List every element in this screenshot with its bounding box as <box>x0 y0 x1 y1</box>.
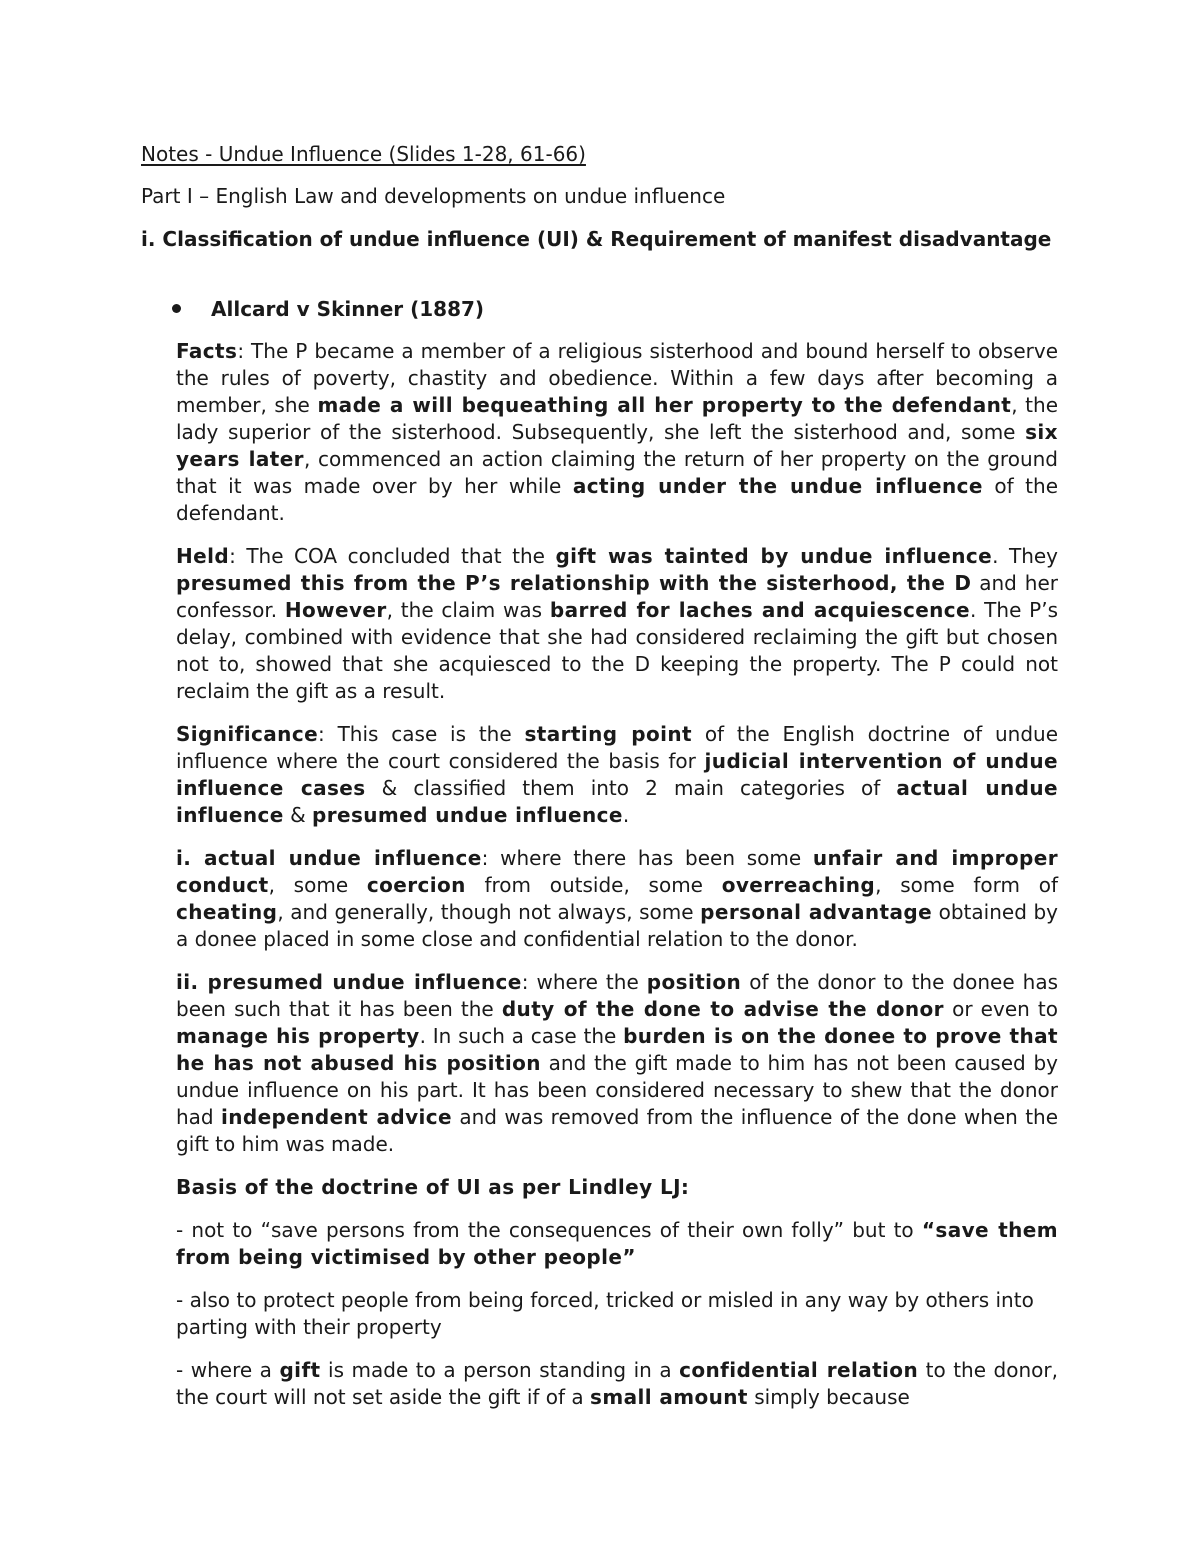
presumed-label: ii. presumed undue influence <box>176 970 522 994</box>
presumed-undue-influence-paragraph: ii. presumed undue influence: where the position of the donor to the donee has been such that it has been the duty of the done to advise the donor or even to manage his property. In such a case the burden is on the donee to prove that he has not abused his position and the gift made to him has not been caused by undue influence on his part. It has been considered necessary to shew that the donor had independent advice and was removed from the influence of the done when the gift to him was made. <box>176 970 1059 1156</box>
basis-point-2: - also to protect people from being forced, tricked or misled in any way by others into parting with their property <box>176 1288 1034 1339</box>
facts-label: Facts <box>176 339 238 363</box>
part-heading: Part I – English Law and developments on undue influence <box>141 184 726 208</box>
section-heading: i. Classification of undue influence (UI) & Requirement of manifest disadvantage <box>141 227 1052 251</box>
actual-label: i. actual undue influence <box>176 846 482 870</box>
document-title: Notes - Undue Influence (Slides 1-28, 61-66) <box>141 142 586 166</box>
bullet-icon <box>172 304 181 313</box>
facts-paragraph: Facts: The P became a member of a religious sisterhood and bound herself to observe the rules of poverty, chastity and obedience. Within a few days after becoming a member, she made a will bequeathing all her property to the defendant, the lady superior of the sisterhood. Subsequently, she left the sisterhood and, some six years later, commenced an action claiming the return of her property on the ground that it was made over by her while acting under the undue influence of the defendant. <box>176 339 1059 525</box>
basis-point-1: - not to “save persons from the consequences of their own folly” but to “save them from being victimised by other people” <box>176 1218 1058 1269</box>
actual-undue-influence-paragraph: i. actual undue influence: where there has been some unfair and improper conduct, some coercion from outside, some overreaching, some form of cheating, and generally, though not always, some personal advantage obtained by a donee placed in some close and confidential relation to the donor. <box>176 846 1058 951</box>
basis-point-3: - where a gift is made to a person standing in a confidential relation to the donor, the court will not set aside the gift if of a small amount simply because <box>176 1358 1058 1409</box>
significance-paragraph: Significance: This case is the starting point of the English doctrine of undue influence where the court considered the basis for judicial intervention of undue influence cases & classified them into 2 main categories of actual undue influence & presumed undue influence. <box>176 722 1059 827</box>
held-label: Held <box>176 544 230 568</box>
case-title: Allcard v Skinner (1887) <box>211 297 485 321</box>
held-paragraph: Held: The COA concluded that the gift was tainted by undue influence. They presumed this from the P’s relationship with the sisterhood, the D and her confessor. However, the claim was barred for laches and acquiescence. The P’s delay, combined with evidence that she had considered reclaiming the gift but chosen not to, showed that she acquiesced to the D keeping the property. The P could not reclaim the gift as a result. <box>176 544 1059 703</box>
basis-heading: Basis of the doctrine of UI as per Lindley LJ: <box>176 1175 690 1199</box>
significance-label: Significance <box>176 722 319 746</box>
case-notes <box>176 338 1058 1427</box>
